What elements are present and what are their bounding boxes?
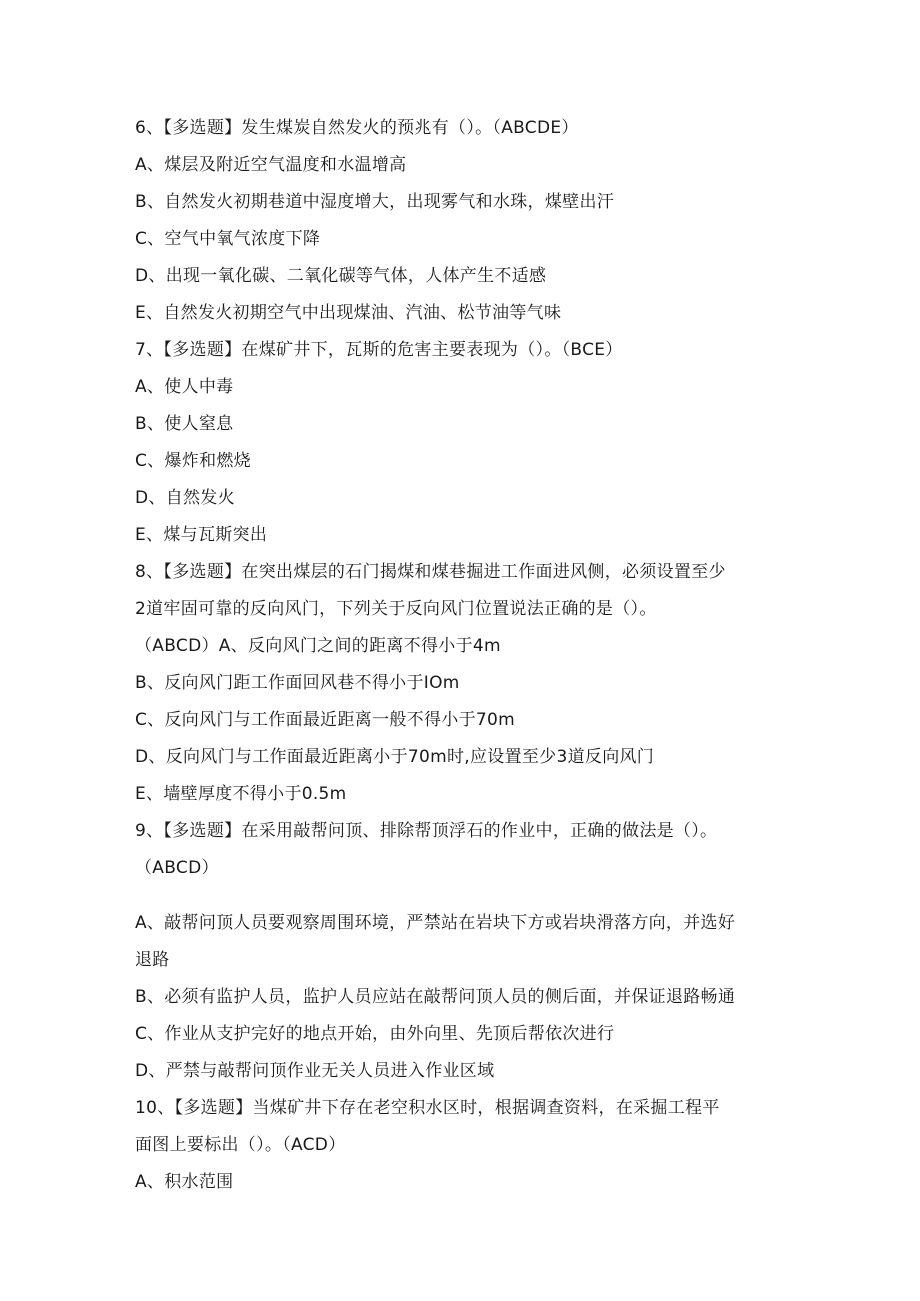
question-9-answer: （ABCD） <box>135 858 219 878</box>
question-7-option-c: C、爆炸和燃烧 <box>135 451 251 471</box>
question-8-answer-and-option-a: （ABCD）A、反向风门之间的距离不得小于4m <box>135 636 501 656</box>
question-9-option-a-line-2: 退路 <box>135 950 170 970</box>
question-7-option-e: E、煤与瓦斯突出 <box>135 525 268 545</box>
question-6-option-a: A、煤层及附近空气温度和水温增高 <box>135 155 407 175</box>
question-8-stem-line-1: 8、【多选题】在突出煤层的石门揭煤和煤巷掘进工作面进风侧，必须设置至少 <box>135 562 726 582</box>
question-8-stem-line-2: 2道牢固可靠的反向风门，下列关于反向风门位置说法正确的是（）。 <box>135 599 657 619</box>
question-8-option-e: E、墙壁厚度不得小于0.5m <box>135 784 347 804</box>
question-6-option-d: D、出现一氧化碳、二氧化碳等气体，人体产生不适感 <box>135 266 547 286</box>
question-6-option-c: C、空气中氧气浓度下降 <box>135 229 321 249</box>
question-9-option-d: D、严禁与敲帮问顶作业无关人员进入作业区域 <box>135 1061 495 1081</box>
question-6-option-b: B、自然发火初期巷道中湿度增大，出现雾气和水珠，煤壁出汗 <box>135 192 615 212</box>
question-8-option-b: B、反向风门距工作面回风巷不得小于IOm <box>135 673 460 693</box>
question-8-option-c: C、反向风门与工作面最近距离一般不得小于70m <box>135 710 515 730</box>
question-8-option-d: D、反向风门与工作面最近距离小于70m时,应设置至少3道反向风门 <box>135 747 655 767</box>
question-6-stem: 6、【多选题】发生煤炭自然发火的预兆有（）。（ABCDE） <box>135 118 579 138</box>
question-10-stem-line-1: 10、【多选题】当煤矿井下存在老空积水区时，根据调查资料，在采掘工程平 <box>135 1098 720 1118</box>
question-7-stem: 7、【多选题】在煤矿井下，瓦斯的危害主要表现为（）。（BCE） <box>135 340 623 360</box>
question-7-option-a: A、使人中毒 <box>135 377 234 397</box>
question-9-option-a-line-1: A、敲帮问顶人员要观察周围环境，严禁站在岩块下方或岩块滑落方向，并选好 <box>135 913 736 933</box>
question-7-option-b: B、使人窒息 <box>135 414 234 434</box>
question-9-option-b: B、必须有监护人员，监护人员应站在敲帮问顶人员的侧后面，并保证退路畅通 <box>135 987 736 1007</box>
question-9-stem: 9、【多选题】在采用敲帮问顶、排除帮顶浮石的作业中，正确的做法是（）。 <box>135 821 718 841</box>
question-6-option-e: E、自然发火初期空气中出现煤油、汽油、松节油等气味 <box>135 303 562 323</box>
question-10-option-a: A、积水范围 <box>135 1172 234 1192</box>
question-10-stem-line-2: 面图上要标出（）。（ACD） <box>135 1135 346 1155</box>
question-7-option-d: D、自然发火 <box>135 488 235 508</box>
question-9-option-c: C、作业从支护完好的地点开始，由外向里、先顶后帮依次进行 <box>135 1024 615 1044</box>
